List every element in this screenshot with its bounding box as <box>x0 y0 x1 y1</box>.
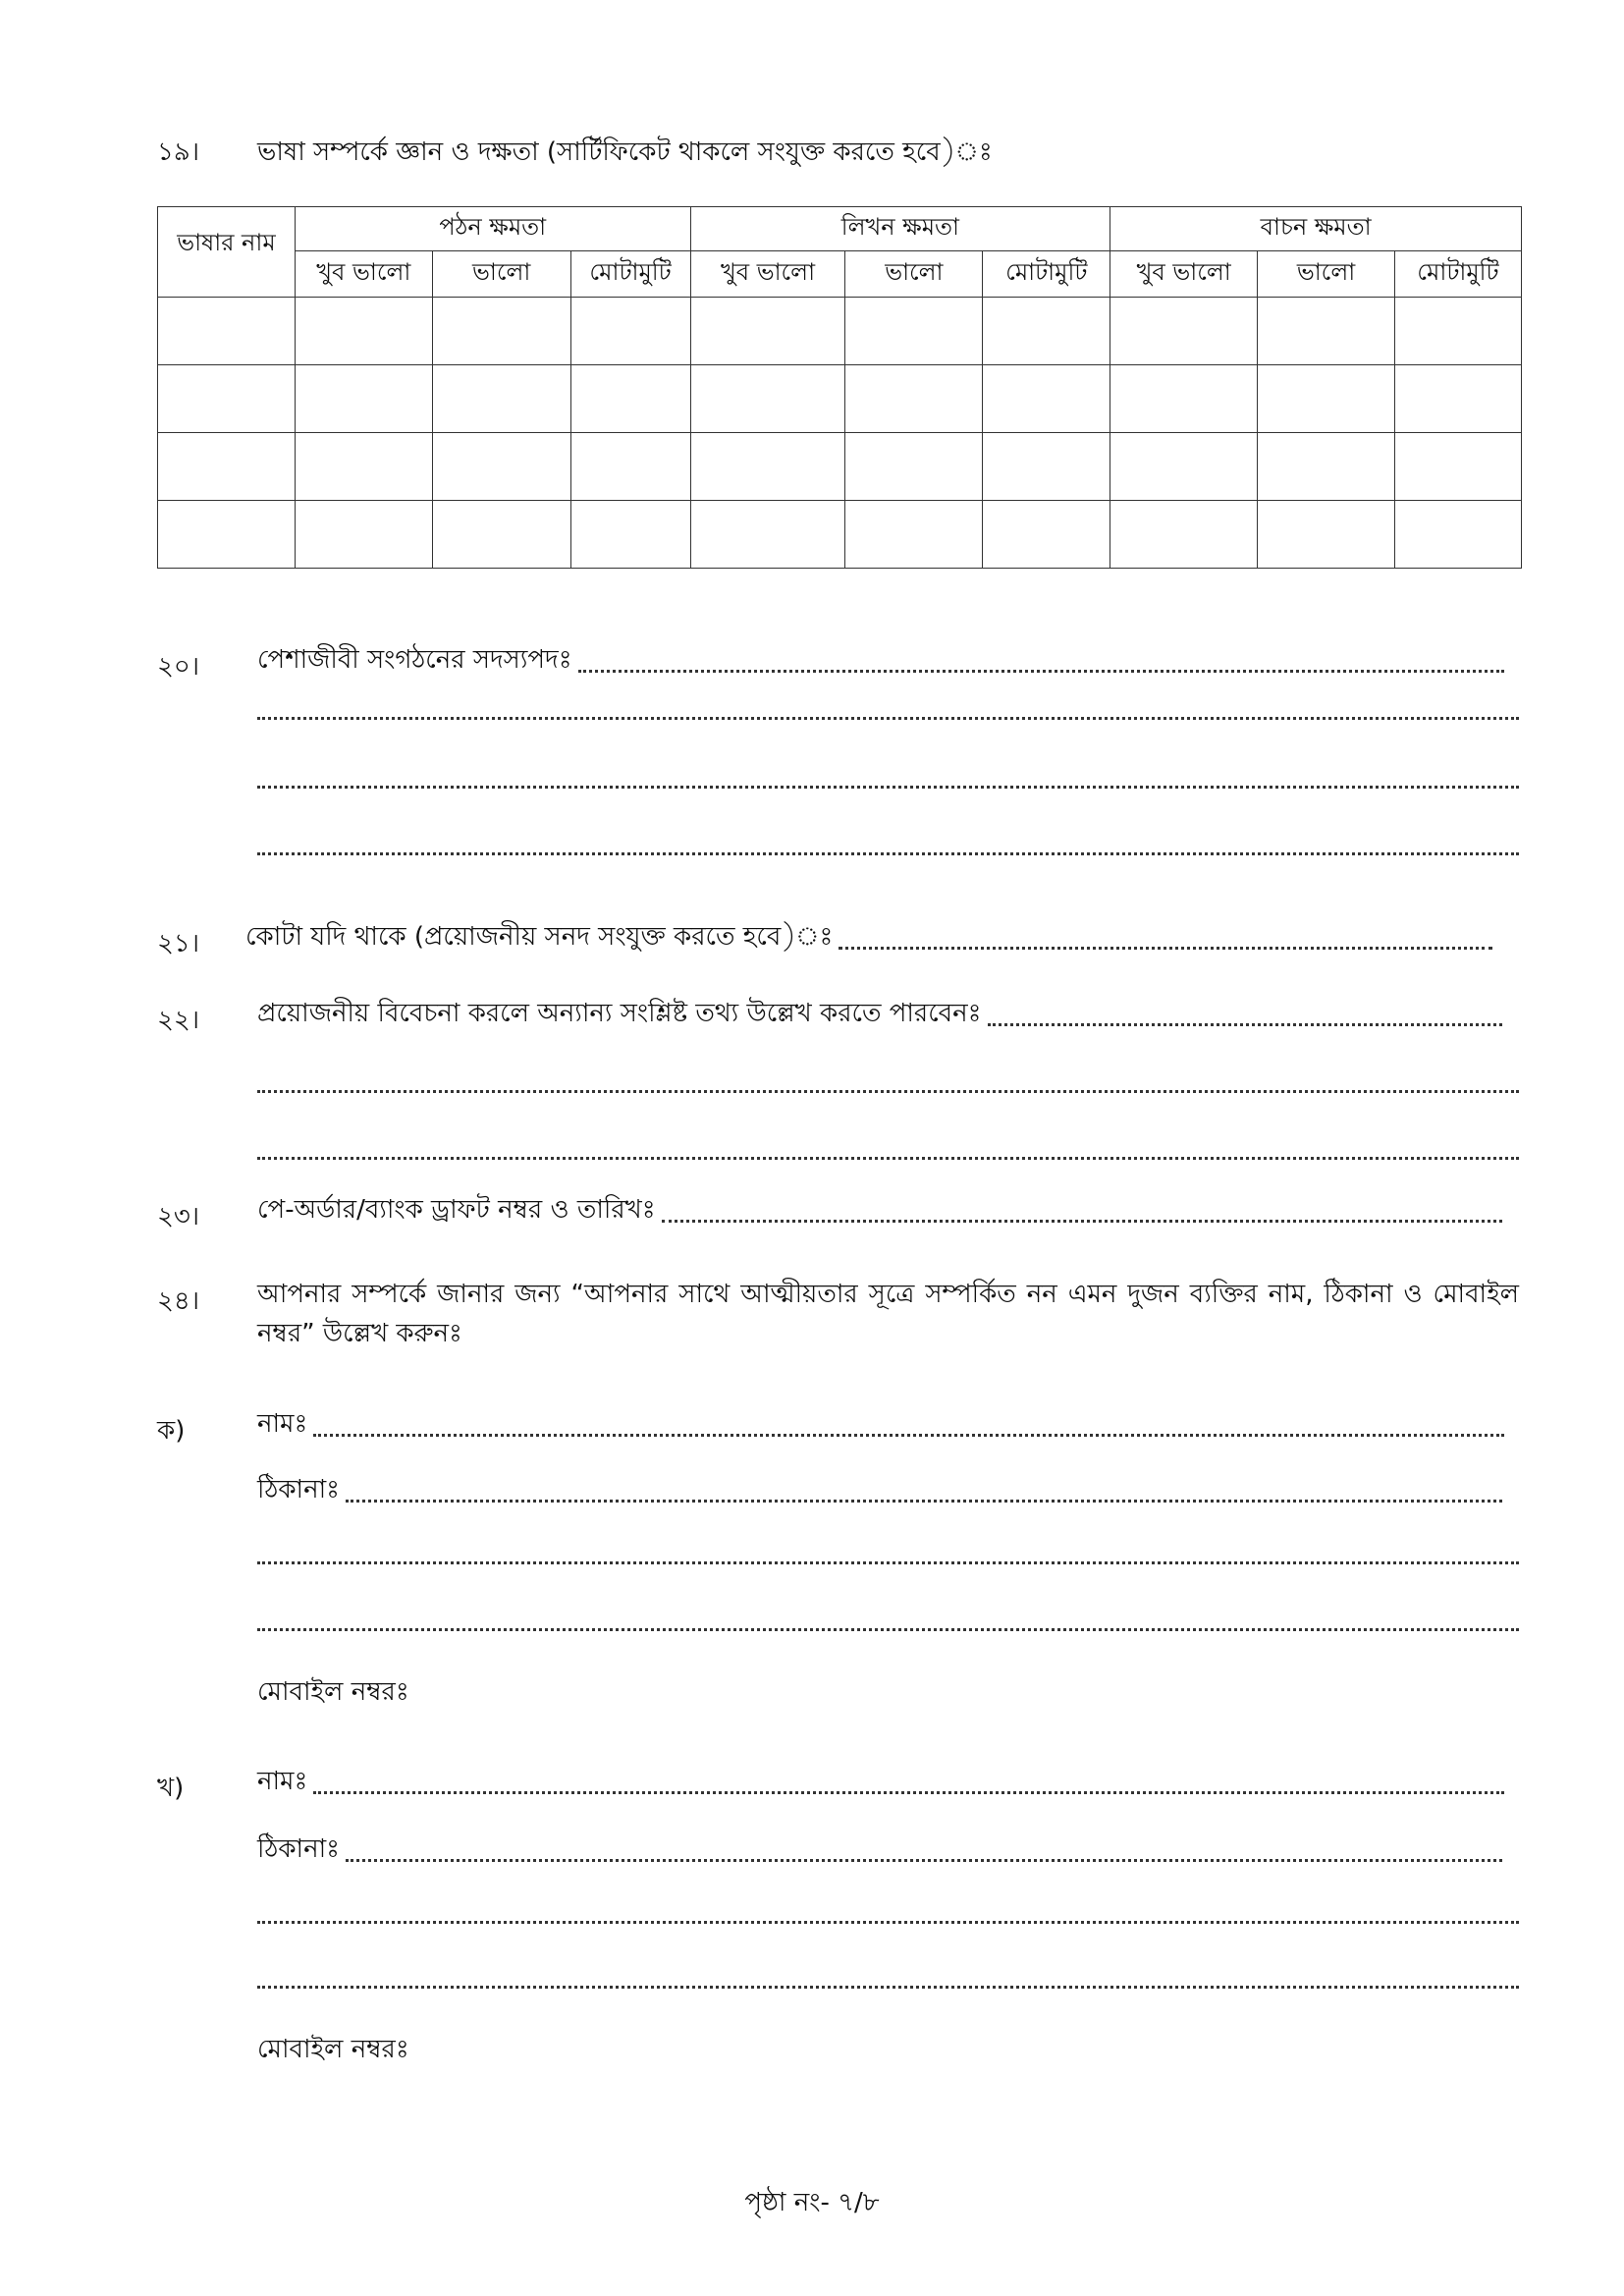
q19-label: ভাষা সম্পর্কে জ্ঞান ও দক্ষতা (সার্টিফিকেট থাকলে সংযুক্ত করতে হবে)ঃ <box>257 137 993 167</box>
q22-fill-line-2[interactable] <box>257 1090 1519 1093</box>
table-cell[interactable] <box>1394 365 1521 433</box>
q23-fill-line[interactable] <box>662 1220 1502 1223</box>
table-cell[interactable] <box>983 365 1110 433</box>
q21-number: ২১। <box>157 929 200 958</box>
q23-field[interactable] <box>257 1193 1502 1227</box>
reading-good-header: ভালো <box>432 251 570 298</box>
q21-fill-line[interactable] <box>839 947 1492 950</box>
q20-fill-line-4[interactable] <box>257 852 1519 855</box>
ref2-address-fill-line[interactable] <box>346 1859 1502 1862</box>
table-cell[interactable] <box>983 433 1110 501</box>
ref2-mobile-label: মোবাইল নম্বরঃ <box>257 2035 409 2064</box>
ref1-name-label: নামঃ <box>257 1409 308 1439</box>
ref1-address-label: ঠিকানাঃ <box>257 1475 340 1504</box>
q20-field[interactable] <box>257 643 1504 677</box>
table-cell[interactable] <box>570 501 690 569</box>
table-cell[interactable] <box>690 298 845 365</box>
ref1-mobile-label: মোবাইল নম্বরঃ <box>257 1677 409 1707</box>
q20-fill-line-3[interactable] <box>257 786 1519 789</box>
ref1-name-fill-line[interactable] <box>313 1434 1504 1437</box>
table-cell[interactable] <box>845 433 983 501</box>
q22-fill-line[interactable] <box>988 1023 1502 1026</box>
q20-fill-line[interactable] <box>578 670 1504 673</box>
table-cell[interactable] <box>690 433 845 501</box>
writing-very-good-header: খুব ভালো <box>690 251 845 298</box>
table-cell[interactable] <box>295 365 432 433</box>
q20-label: পেশাজীবী সংগঠনের সদস্যপদঃ <box>257 645 572 675</box>
table-row <box>158 501 1522 569</box>
table-cell[interactable] <box>1394 298 1521 365</box>
ref2-name-label: নামঃ <box>257 1767 308 1796</box>
table-row <box>158 365 1522 433</box>
q23-label: পে-অর্ডার/ব্যাংক ড্রাফট নম্বর ও তারিখঃ <box>257 1195 656 1225</box>
writing-good-header: ভালো <box>845 251 983 298</box>
table-cell[interactable] <box>1110 433 1258 501</box>
table-cell[interactable] <box>1394 433 1521 501</box>
q24-text: আপনার সম্পর্কে জানার জন্য “আপনার সাথে আত্মীয়তার সূত্রে সম্পর্কিত নন এমন দুজন ব্যক্তির নাম, ঠিকানা ও মোবাইল নম্বর” উল্লেখ করুনঃ <box>257 1280 1519 1348</box>
language-name-header: ভাষার নাম <box>158 207 296 298</box>
speaking-very-good-header: খুব ভালো <box>1110 251 1258 298</box>
speaking-good-header: ভালো <box>1258 251 1395 298</box>
table-cell[interactable] <box>1258 298 1395 365</box>
writing-average-header: মোটামুটি <box>983 251 1110 298</box>
q19-number: ১৯। <box>157 137 200 167</box>
table-cell[interactable] <box>983 501 1110 569</box>
table-cell[interactable] <box>570 365 690 433</box>
ref1-marker: ক) <box>157 1416 186 1446</box>
table-cell[interactable] <box>432 433 570 501</box>
ref1-address-fill-line-3[interactable] <box>257 1628 1519 1631</box>
writing-header: লিখন ক্ষমতা <box>690 207 1110 251</box>
reading-average-header: মোটামুটি <box>570 251 690 298</box>
table-cell[interactable] <box>845 365 983 433</box>
table-cell[interactable] <box>158 501 296 569</box>
table-cell[interactable] <box>1110 501 1258 569</box>
table-cell[interactable] <box>845 298 983 365</box>
table-cell[interactable] <box>983 298 1110 365</box>
table-cell[interactable] <box>1258 433 1395 501</box>
table-cell[interactable] <box>295 433 432 501</box>
ref1-address-fill-line[interactable] <box>346 1500 1502 1503</box>
table-cell[interactable] <box>1258 365 1395 433</box>
ref2-address-fill-line-3[interactable] <box>257 1986 1519 1989</box>
reading-very-good-header: খুব ভালো <box>295 251 432 298</box>
q22-number: ২২। <box>157 1006 200 1035</box>
table-cell[interactable] <box>1258 501 1395 569</box>
table-row <box>158 433 1522 501</box>
q24-number: ২৪। <box>157 1286 200 1316</box>
table-cell[interactable] <box>570 298 690 365</box>
q23-number: ২৩। <box>157 1202 200 1231</box>
ref1-address-fill-line-2[interactable] <box>257 1561 1519 1564</box>
table-cell[interactable] <box>690 365 845 433</box>
table-cell[interactable] <box>1110 365 1258 433</box>
ref2-name-fill-line[interactable] <box>313 1791 1504 1794</box>
q21-field[interactable] <box>245 920 1492 954</box>
ref2-name-field[interactable] <box>257 1765 1504 1798</box>
ref2-address-fill-line-2[interactable] <box>257 1921 1519 1924</box>
ref2-address-label: ঠিকানাঃ <box>257 1834 340 1864</box>
speaking-average-header: মোটামুটি <box>1394 251 1521 298</box>
table-cell[interactable] <box>158 298 296 365</box>
q22-field[interactable] <box>257 997 1502 1030</box>
table-cell[interactable] <box>295 298 432 365</box>
ref1-name-field[interactable] <box>257 1407 1504 1441</box>
q20-number: ২০। <box>157 652 200 682</box>
q22-fill-line-3[interactable] <box>257 1157 1519 1160</box>
q20-fill-line-2[interactable] <box>257 717 1519 720</box>
table-cell[interactable] <box>690 501 845 569</box>
table-cell[interactable] <box>1394 501 1521 569</box>
language-skill-table <box>157 206 1522 569</box>
q22-label: প্রয়োজনীয় বিবেচনা করলে অন্যান্য সংশ্লিষ্ট তথ্য উল্লেখ করতে পারবেনঃ <box>257 999 982 1028</box>
table-cell[interactable] <box>845 501 983 569</box>
table-cell[interactable] <box>570 433 690 501</box>
ref1-address-field[interactable] <box>257 1473 1502 1506</box>
q21-label: কোটা যদি থাকে (প্রয়োজনীয় সনদ সংযুক্ত করতে হবে)ঃ <box>245 922 834 952</box>
table-cell[interactable] <box>158 433 296 501</box>
page-number: পৃষ্ঠা নং- ৭/৮ <box>744 2188 880 2217</box>
table-row <box>158 298 1522 365</box>
ref2-address-field[interactable] <box>257 1832 1502 1866</box>
table-cell[interactable] <box>158 365 296 433</box>
table-cell[interactable] <box>295 501 432 569</box>
table-cell[interactable] <box>432 365 570 433</box>
table-cell[interactable] <box>432 298 570 365</box>
table-cell[interactable] <box>1110 298 1258 365</box>
speaking-header: বাচন ক্ষমতা <box>1110 207 1522 251</box>
ref2-marker: খ) <box>157 1774 185 1803</box>
reading-header: পঠন ক্ষমতা <box>295 207 690 251</box>
table-cell[interactable] <box>432 501 570 569</box>
